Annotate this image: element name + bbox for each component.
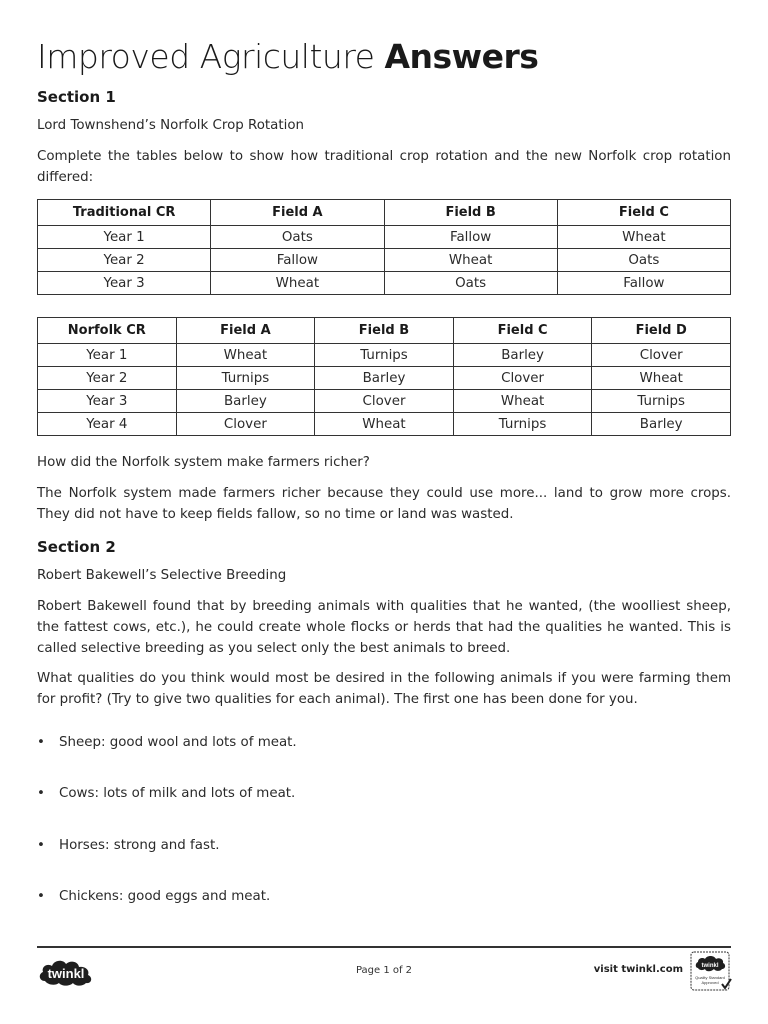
section2-paragraph: Robert Bakewell found that by breeding animals with qualities that he wanted, (the woolliest sheep, the fattest cows, etc.), he could create whole flocks or herds that had the qualities he wanted. This is called selective breeding as you select only the best animals to breed. [37,599,731,656]
table-cell: Barley [176,390,315,413]
table-cell: Turnips [315,344,454,367]
bullet-symbol: • [37,786,45,801]
section1-heading: Section 1 [37,88,116,106]
table-cell: Wheat [453,390,592,413]
section1-instruction: Complete the tables below to show how traditional crop rotation and the new Norfolk crop rotation differed: [37,149,731,185]
table-row [38,249,731,272]
table-cell: Barley [592,413,731,436]
page-title [37,37,538,76]
table-cell: Turnips [176,367,315,390]
visit-link[interactable]: visit twinkl.com [593,964,683,975]
table-cell: Fallow [384,226,557,249]
table-cell: Oats [557,249,730,272]
table-cell: Wheat [592,367,731,390]
table-cell: Turnips [453,413,592,436]
table-cell: Year 1 [38,226,211,249]
list-item-text: Cows: lots of milk and lots of meat. [59,786,296,801]
badge-text-approved: Approved [701,980,719,985]
table-row [38,413,731,436]
logo-text: twinkl [47,966,85,981]
table-header-row [38,200,731,226]
section2-heading: Section 2 [37,538,116,556]
title-main: Improved Agriculture [37,37,385,76]
table-header-cell: Field C [453,318,592,344]
table-header-cell: Field B [384,200,557,226]
bullet-symbol: • [37,838,45,853]
table-cell: Clover [176,413,315,436]
table-cell: Clover [453,367,592,390]
table-cell: Barley [453,344,592,367]
table-cell: Year 2 [38,367,177,390]
badge-text-quality: Quality Standard [695,975,725,980]
norfolk-rotation-table [37,317,731,436]
table-cell: Year 3 [38,272,211,295]
answer-norfolk: The Norfolk system made farmers richer because they could use more... land to grow more crops. They did not have to keep fields fallow, so no time or land was wasted. [37,486,731,522]
list-item-text: Horses: strong and fast. [59,838,220,853]
section1-subtitle: Lord Townshend’s Norfolk Crop Rotation [37,118,305,133]
table-header-cell: Field A [176,318,315,344]
section2-question: What qualities do you think would most be desired in the following animals if you were farming them for profit? (Try to give two qualities for each animal). The first one has been done for you. [37,671,731,707]
table-cell: Wheat [176,344,315,367]
table-cell: Barley [315,367,454,390]
table-row [38,272,731,295]
table-header-cell: Field A [211,200,384,226]
table-row [38,226,731,249]
bullet-symbol: • [37,889,45,904]
section2-subtitle: Robert Bakewell’s Selective Breeding [37,568,287,583]
table-cell: Wheat [315,413,454,436]
table-cell: Clover [315,390,454,413]
table-cell: Fallow [211,249,384,272]
badge-brand: twinkl [701,963,719,969]
traditional-rotation-table [37,199,731,295]
list-item [37,735,297,750]
table-cell: Wheat [557,226,730,249]
list-item [37,786,295,801]
table-header-cell: Field B [315,318,454,344]
table-header-cell: Field C [557,200,730,226]
table-cell: Year 4 [38,413,177,436]
table-row [38,390,731,413]
bullet-symbol: • [37,735,45,750]
table-cell: Fallow [557,272,730,295]
table-cell: Oats [384,272,557,295]
table-cell: Turnips [592,390,731,413]
list-item-text: Chickens: good eggs and meat. [59,889,271,904]
table-cell: Wheat [384,249,557,272]
table-cell: Oats [211,226,384,249]
table-header-cell: Field D [592,318,731,344]
list-item-text: Sheep: good wool and lots of meat. [59,735,297,750]
table-cell: Year 2 [38,249,211,272]
table-row [38,344,731,367]
table-header-row [38,318,731,344]
quality-standard-badge [690,951,732,993]
title-bold: Answers [384,37,539,76]
footer-divider [37,946,731,948]
page-number: Page 1 of 2 [355,965,413,976]
list-item [37,838,219,853]
table-row [38,367,731,390]
table-header-cell: Traditional CR [38,200,211,226]
table-cell: Wheat [211,272,384,295]
list-item [37,889,270,904]
table-cell: Year 3 [38,390,177,413]
table-cell: Year 1 [38,344,177,367]
table-header-cell: Norfolk CR [38,318,177,344]
question-norfolk: How did the Norfolk system make farmers richer? [37,455,370,470]
table-cell: Clover [592,344,731,367]
